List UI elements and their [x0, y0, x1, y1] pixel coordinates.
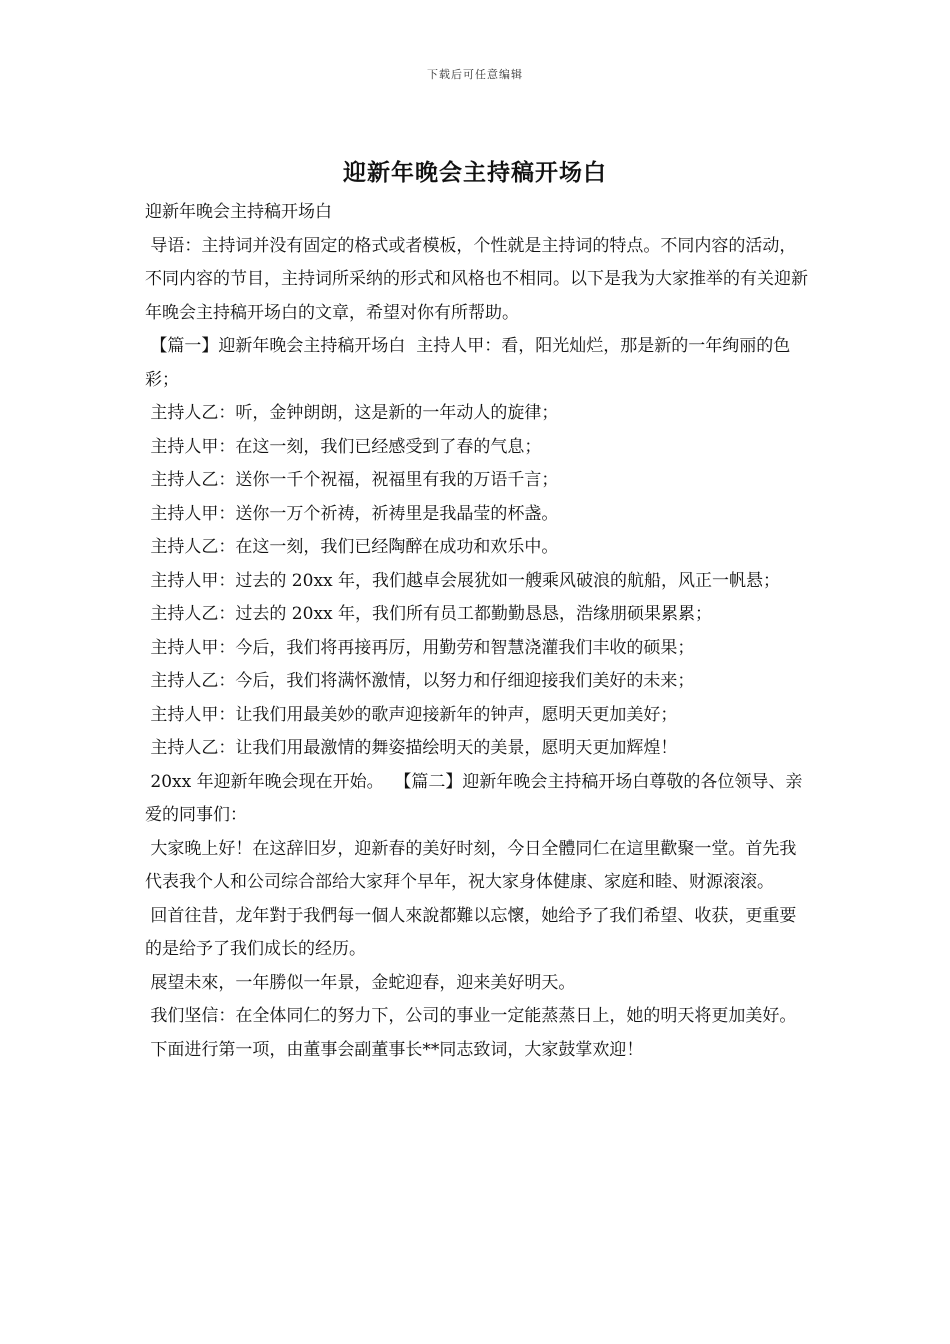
paragraph: 展望未來，一年勝似一年景，金蛇迎春，迎来美好明天。 [145, 972, 576, 993]
paragraph-part-one-start: 【篇一】迎新年晚会主持稿开场白 主持人甲：看，阳光灿烂，那是新的一年绚丽的色彩； [145, 336, 791, 390]
paragraph: 回首往昔，龙年對于我們每一個人來說都難以忘懷，她给予了我们希望、收获，更重要的是给予了我们成长的经历。 [145, 905, 797, 959]
paragraph: 主持人甲：让我们用最美妙的歌声迎接新年的钟声，愿明天更加美好； [145, 704, 678, 725]
paragraph: 主持人乙：今后，我们将满怀激情，以努力和仔细迎接我们美好的未来； [145, 671, 695, 691]
paragraph: 下面进行第一项，由董事会副董事长**同志致词，大家鼓掌欢迎！ [145, 1039, 644, 1060]
paragraph-part-two-start: 20xx 年迎新年晚会现在开始。 【篇二】迎新年晚会主持稿开场白尊敬的各位领导、亲爱的同事们： [145, 771, 803, 825]
paragraph: 主持人甲：过去的 20xx 年，我们越卓会展犹如一艘乘风破浪的航船，风正一帆悬； [145, 570, 781, 591]
paragraph: 主持人甲：送你一万个祈祷，祈祷里是我晶莹的杯盏。 [145, 503, 559, 524]
document-body [145, 196, 813, 1067]
paragraph: 主持人乙：听，金钟朗朗，这是新的一年动人的旋律； [145, 403, 559, 423]
paragraph: 主持人乙：送你一千个祝福，祝福里有我的万语千言； [145, 470, 559, 490]
paragraph: 大家晚上好！在这辞旧岁，迎新春的美好时刻，今日全體同仁在這里歡聚一堂。首先我代表我个人和公司综合部给大家拜个早年，祝大家身体健康、家庭和睦、财源滚滚。 [145, 838, 797, 892]
paragraph: 主持人甲：今后，我们将再接再厉，用勤劳和智慧浇灌我们丰收的硕果； [145, 637, 695, 658]
paragraph: 我们坚信：在全体同仁的努力下，公司的事业一定能蒸蒸日上，她的明天将更加美好。 [145, 1006, 797, 1026]
paragraph: 主持人乙：过去的 20xx 年，我们所有员工都勤勤恳恳，浩缘朋硕果累累； [145, 604, 713, 624]
paragraph-subtitle: 迎新年晚会主持稿开场白 [145, 202, 332, 222]
paragraph: 主持人乙：让我们用最激情的舞姿描绘明天的美景，愿明天更加辉煌！ [145, 738, 678, 758]
paragraph: 主持人甲：在这一刻，我们已经感受到了春的气息； [145, 436, 542, 457]
paragraph-intro: 导语：主持词并没有固定的格式或者模板，个性就是主持词的特点。不同内容的活动，不同内容的节目，主持词所采纳的形式和风格也不相同。以下是我为大家推举的有关迎新年晚会主持稿开场白的文章，希望对你有所帮助。 [145, 235, 808, 323]
paragraph: 主持人乙：在这一刻，我们已经陶醉在成功和欢乐中。 [145, 537, 559, 557]
document-title: 迎新年晚会主持稿开场白 [343, 159, 607, 186]
header-note: 下载后可任意编辑 [427, 68, 523, 81]
